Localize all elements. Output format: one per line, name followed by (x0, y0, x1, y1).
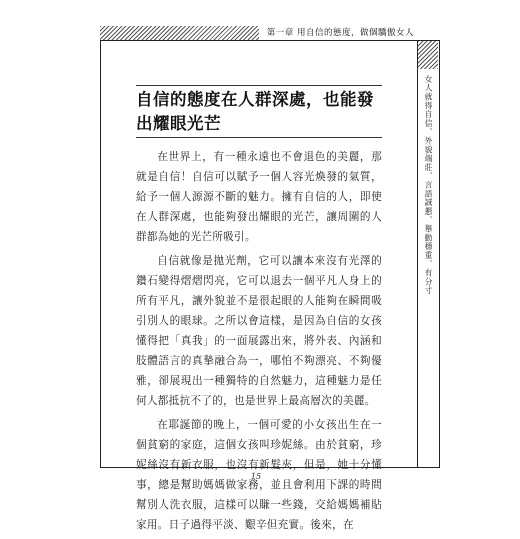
side-tab-stripe (418, 41, 438, 69)
body-paragraph: 在世界上，有一種永遠也不會退色的美麗，那就是自信！自信可以賦予一個人容光煥發的氣質，給予一個人源源不斷的魅力。擁有自信的人，即使在人群深處，也能夠發出耀眼的光芒，讓周圍的人群都為她的光芒所吸引。 (136, 151, 382, 243)
running-header-title: 第一章 用自信的態度，做個驕傲女人 (259, 26, 418, 40)
title-rule-bottom (136, 137, 382, 138)
body-paragraph: 在耶誕節的晚上，一個可愛的小女孩出生在一個貧窮的家庭，這個女孩叫珍妮絲。由於貧窮，珍妮絲沒有新衣服，也沒有新髮夾，但是，她十分懂事，總是幫助媽媽做家務，並且會利用下課的時間幫別人洗衣服，這樣可以賺一些錢，交給媽媽補貼家用。日子過得平淡、艱辛但充實。後來，在 (136, 419, 382, 531)
body-paragraph: 自信就像是拋光劑，它可以讓本來沒有光澤的鑽石變得熠熠閃亮，它可以退去一個平凡人身上的所有平凡，讓外貌並不是很起眼的人能夠在瞬間吸引別人的眼球。之所以會這樣，是因為自信的女孩懂得把「真我」的一面展露出來，將外表、內涵和肢體語言的真摯融合為一，哪怕不夠漂亮、不夠優雅，卻展現出一種獨特的自然魅力，這種魅力是任何人都抵抗不了的，也是世界上最高層次的美麗。 (136, 255, 382, 407)
side-tab (418, 40, 440, 468)
section-title: 自信的態度在人群深處，也能發出耀眼光芒 (136, 90, 374, 133)
side-tab-text: 女人就得自信、外貌端莊、言語誠懇、舉動穩重、有分寸 (424, 75, 433, 295)
title-rule-top (136, 85, 382, 86)
running-header-band (100, 26, 418, 40)
page-number: 15 (250, 472, 262, 481)
